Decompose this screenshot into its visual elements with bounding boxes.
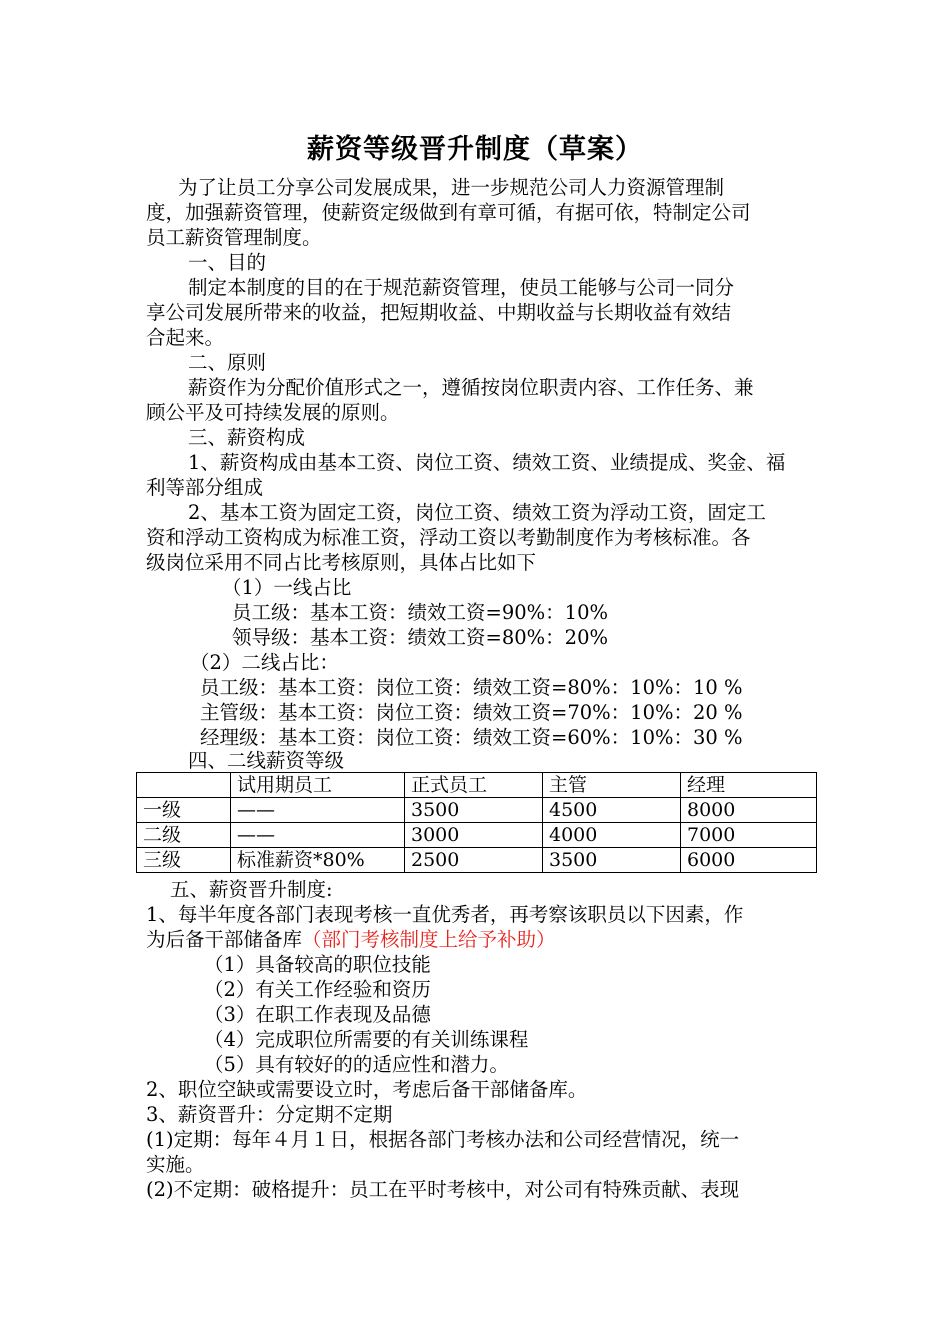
table-cell: 3000 bbox=[405, 823, 543, 848]
document-title: 薪资等级晋升制度（草案） bbox=[307, 134, 643, 165]
section-2-line-2: 顾公平及可持续发展的原则。 bbox=[146, 401, 400, 424]
intro-line-3: 员工薪资管理制度。 bbox=[146, 226, 322, 249]
section-5-p3: 3、薪资晋升：分定期不定期 bbox=[146, 1103, 393, 1126]
table-cell: 7000 bbox=[681, 823, 817, 848]
second-line-ratio-title: （2）二线占比： bbox=[190, 651, 339, 674]
section-4-heading: 四、二线薪资等级 bbox=[188, 749, 345, 772]
section-5-p1-line-1: 1、每半年度各部门表现考核一直优秀者，再考察该职员以下因素，作 bbox=[146, 903, 744, 926]
section-3-p2-line-3: 级岗位采用不同占比考核原则，具体占比如下 bbox=[146, 551, 537, 574]
table-header-cell: 经理 bbox=[681, 773, 817, 798]
first-line-ratio-staff: 员工级：基本工资：绩效工资=90%：10% bbox=[232, 601, 609, 624]
section-2-line-1: 薪资作为分配价值形式之一，遵循按岗位职责内容、工作任务、兼 bbox=[188, 376, 754, 399]
second-line-ratio-supervisor: 主管级：基本工资：岗位工资：绩效工资=70%：10%：20 % bbox=[200, 701, 743, 724]
table-header-cell bbox=[137, 773, 231, 798]
intro-line-2: 度，加强薪资管理，使薪资定级做到有章可循，有据可依，特制定公司 bbox=[146, 201, 751, 224]
section-1-line-2: 享公司发展所带来的收益，把短期收益、中期收益与长期收益有效结 bbox=[146, 301, 732, 324]
table-header-row bbox=[137, 773, 817, 798]
intro-line-1: 为了让员工分享公司发展成果，进一步规范公司人力资源管理制 bbox=[178, 176, 725, 199]
second-line-ratio-staff: 员工级：基本工资：岗位工资：绩效工资=80%：10%：10 % bbox=[200, 676, 743, 699]
section-5-p1-text: 为后备干部储备库 bbox=[146, 928, 303, 951]
table-row bbox=[137, 798, 817, 823]
section-3-p1-line-2: 利等部分组成 bbox=[146, 476, 264, 499]
table-cell: 标准薪资*80% bbox=[231, 848, 405, 873]
section-1-line-1: 制定本制度的目的在于规范薪资管理，使员工能够与公司一同分 bbox=[188, 276, 735, 299]
table-cell: 3500 bbox=[543, 848, 681, 873]
salary-grade-table bbox=[136, 772, 817, 873]
table-cell: 4500 bbox=[543, 798, 681, 823]
first-line-ratio-leader: 领导级：基本工资：绩效工资=80%：20% bbox=[232, 626, 609, 649]
table-row bbox=[137, 848, 817, 873]
factor-item: （2）有关工作经验和资历 bbox=[204, 978, 431, 1001]
table-cell: 二级 bbox=[137, 823, 231, 848]
subsidy-note: （部门考核制度上给予补助） bbox=[302, 928, 556, 951]
table-cell: 三级 bbox=[137, 848, 231, 873]
table-cell: —— bbox=[231, 798, 405, 823]
table-cell: 4000 bbox=[543, 823, 681, 848]
section-3-p1-line-1: 1、薪资构成由基本工资、岗位工资、绩效工资、业绩提成、奖金、福 bbox=[188, 451, 786, 474]
factor-item: （3）在职工作表现及品德 bbox=[204, 1003, 431, 1026]
section-2-heading: 二、原则 bbox=[188, 351, 267, 374]
table-cell: 3500 bbox=[405, 798, 543, 823]
table-cell: 8000 bbox=[681, 798, 817, 823]
regular-promotion-line-1: (1)定期：每年４月１日，根据各部门考核办法和公司经营情况，统一 bbox=[146, 1128, 740, 1151]
section-1-line-3: 合起来。 bbox=[146, 326, 225, 349]
section-3-p2-line-1: 2、基本工资为固定工资，岗位工资、绩效工资为浮动工资，固定工 bbox=[188, 501, 766, 524]
table-header-cell: 主管 bbox=[543, 773, 681, 798]
table-cell: —— bbox=[231, 823, 405, 848]
section-5-p2: 2、职位空缺或需要设立时，考虑后备干部储备库。 bbox=[146, 1078, 588, 1101]
factor-item: （5）具有较好的的适应性和潜力。 bbox=[204, 1053, 509, 1076]
section-3-p2-line-2: 资和浮动工资构成为标准工资，浮动工资以考勤制度作为考核标准。各 bbox=[146, 526, 751, 549]
table-header-cell: 试用期员工 bbox=[231, 773, 405, 798]
table-cell: 2500 bbox=[405, 848, 543, 873]
table-row bbox=[137, 823, 817, 848]
section-3-heading: 三、薪资构成 bbox=[188, 426, 306, 449]
factor-item: （1）具备较高的职位技能 bbox=[204, 953, 431, 976]
regular-promotion-line-2: 实施。 bbox=[146, 1153, 205, 1176]
irregular-promotion-line-1: (2)不定期：破格提升：员工在平时考核中，对公司有特殊贡献、表现 bbox=[146, 1178, 740, 1201]
table-cell: 6000 bbox=[681, 848, 817, 873]
factor-item: （4）完成职位所需要的有关训练课程 bbox=[204, 1028, 529, 1051]
table-cell: 一级 bbox=[137, 798, 231, 823]
first-line-ratio-title: （1）一线占比 bbox=[222, 576, 352, 599]
section-5-heading: 五、薪资晋升制度: bbox=[170, 878, 333, 901]
section-1-heading: 一、目的 bbox=[188, 251, 267, 274]
section-5-p1-line-2 bbox=[146, 927, 556, 952]
second-line-ratio-manager: 经理级：基本工资：岗位工资：绩效工资=60%：10%：30 % bbox=[200, 726, 743, 749]
table-header-cell: 正式员工 bbox=[405, 773, 543, 798]
